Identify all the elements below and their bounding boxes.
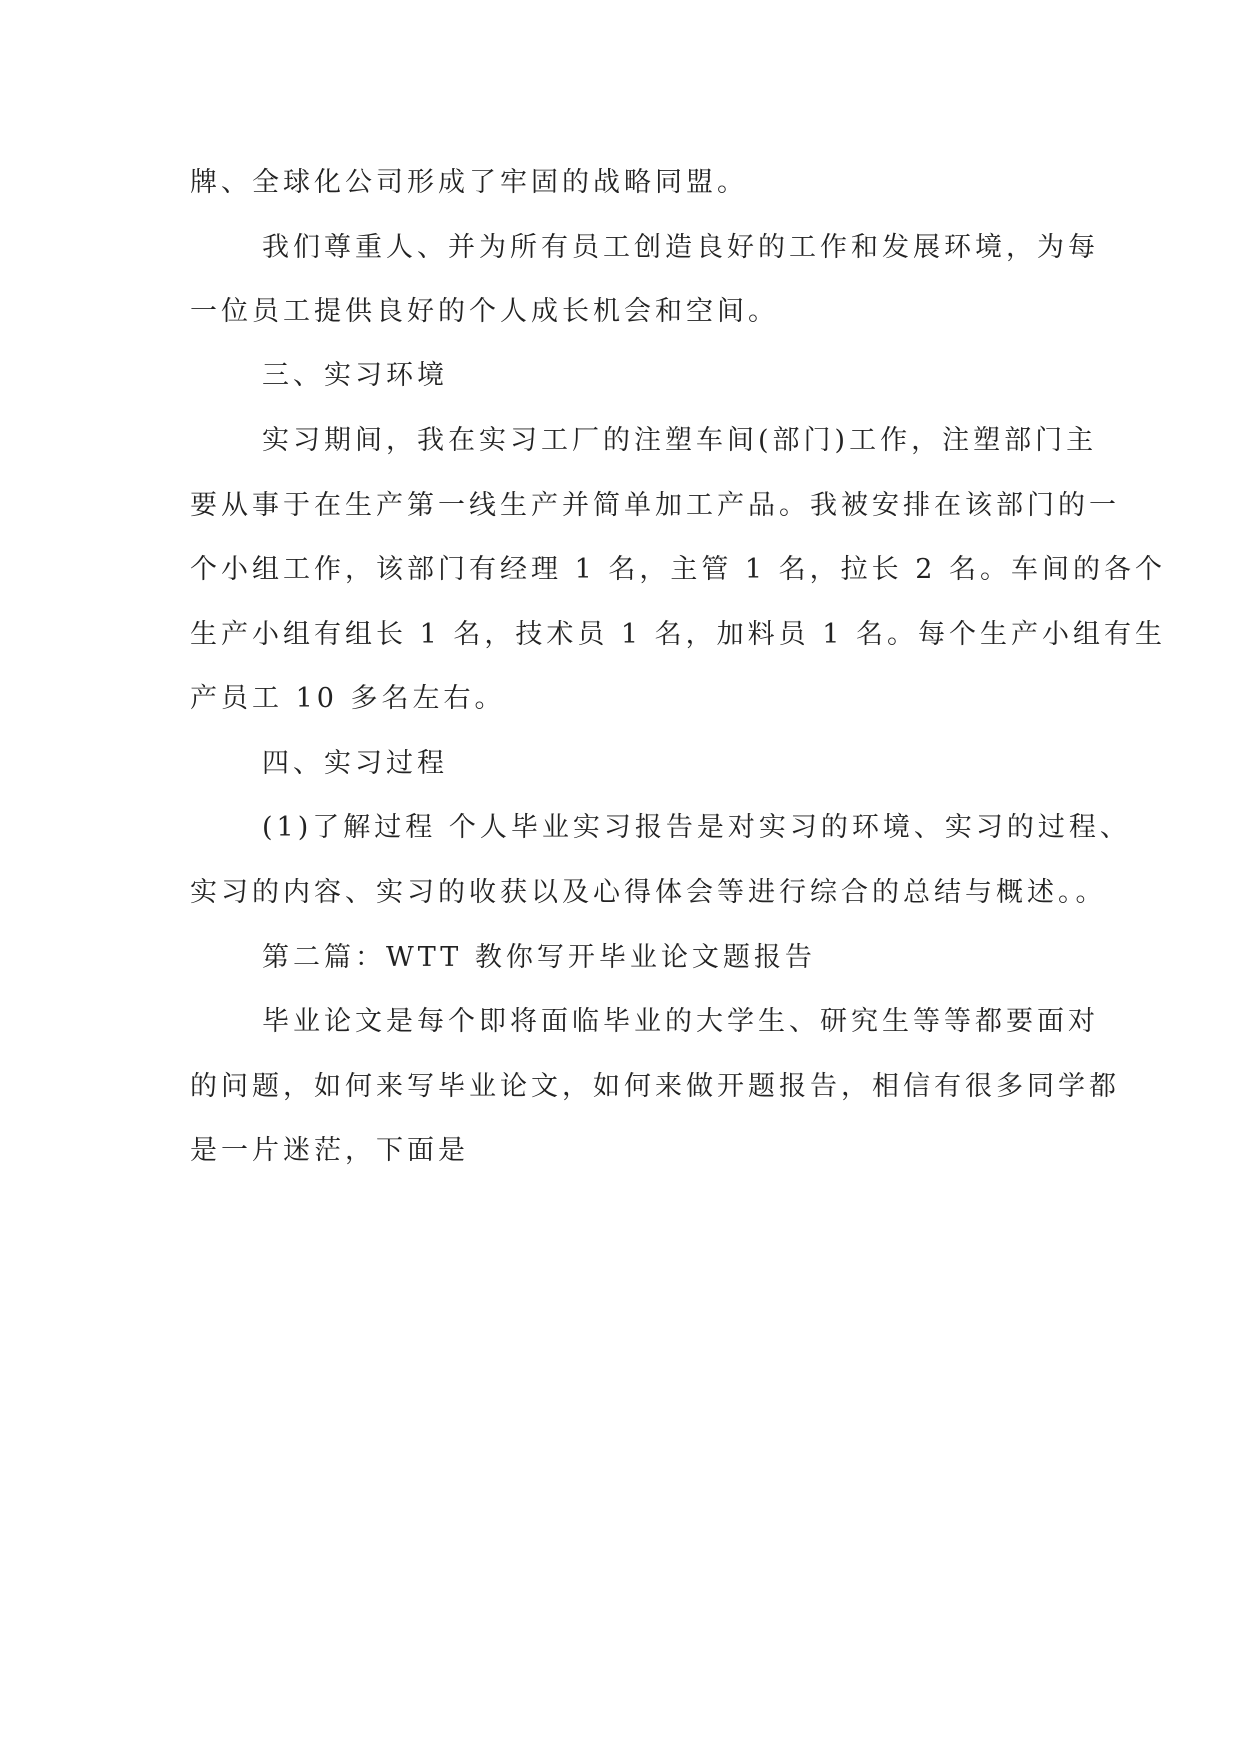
text-line: 个小组工作，该部门有经理 1 名，主管 1 名，拉长 2 名。车间的各个 (190, 554, 1167, 585)
text-line: 毕业论文是每个即将面临毕业的大学生、研究生等等都要面对 (262, 1006, 1099, 1037)
text-line: 要从事于在生产第一线生产并简单加工产品。我被安排在该部门的一 (190, 490, 1120, 521)
text-line: 的问题，如何来写毕业论文，如何来做开题报告，相信有很多同学都 (190, 1071, 1120, 1102)
text-line: (1)了解过程 个人毕业实习报告是对实习的环境、实习的过程、 (262, 812, 1131, 843)
text-line: 我们尊重人、并为所有员工创造良好的工作和发展环境，为每 (262, 232, 1099, 263)
text-line: 实习期间，我在实习工厂的注塑车间(部门)工作，注塑部门主 (262, 425, 1098, 456)
text-line: 实习的内容、实习的收获以及心得体会等进行综合的总结与概述。。 (190, 877, 1107, 908)
text-line: 一位员工提供良好的个人成长机会和空间。 (190, 296, 779, 327)
text-line: 牌、全球化公司形成了牢固的战略同盟。 (190, 167, 748, 198)
text-line: 是一片迷茫，下面是 (190, 1135, 469, 1166)
text-line: 生产小组有组长 1 名，技术员 1 名，加料员 1 名。每个生产小组有生 (190, 619, 1167, 650)
section-heading: 四、实习过程 (262, 748, 448, 779)
section-heading: 第二篇：WTT 教你写开毕业论文题报告 (262, 942, 816, 973)
text-line: 产员工 10 多名左右。 (190, 683, 506, 714)
section-heading: 三、实习环境 (262, 360, 448, 391)
